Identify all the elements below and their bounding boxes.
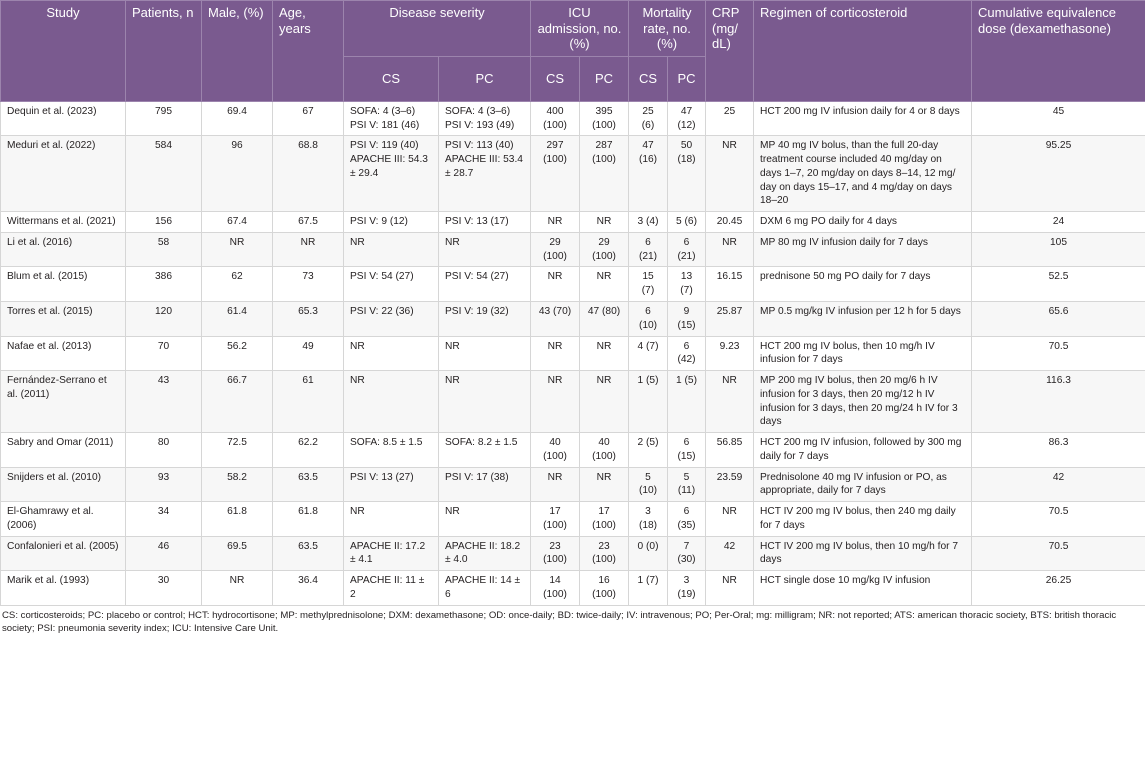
cell-mort-cs: 47 (16)	[629, 136, 668, 212]
cell-study: Fernández-Serrano et al. (2011)	[1, 371, 126, 433]
cell-crp: 16.15	[706, 267, 754, 302]
cell-icu-pc: NR	[580, 212, 629, 233]
cell-sev-cs: PSI V: 119 (40) APACHE III: 54.3 ± 29.4	[344, 136, 439, 212]
cell-dose: 95.25	[972, 136, 1145, 212]
cell-crp: 42	[706, 536, 754, 571]
cell-sev-cs: APACHE II: 11 ± 2	[344, 571, 439, 606]
cell-dose: 70.5	[972, 502, 1145, 537]
cell-icu-pc: 47 (80)	[580, 301, 629, 336]
cell-mort-cs: 4 (7)	[629, 336, 668, 371]
cell-sev-cs: PSI V: 9 (12)	[344, 212, 439, 233]
cell-icu-cs: NR	[531, 336, 580, 371]
cell-male: NR	[202, 232, 273, 267]
cell-sev-pc: SOFA: 8.2 ± 1.5	[439, 433, 531, 468]
cell-icu-pc: NR	[580, 371, 629, 433]
cell-sev-pc: PSI V: 13 (17)	[439, 212, 531, 233]
cell-age: 61	[273, 371, 344, 433]
table-footnote: CS: corticosteroids; PC: placebo or control; HCT: hydrocortisone; MP: methylprednisolone; DXM: dexamethasone; OD: once-daily; BD: twice-daily; IV: intravenous; PO; Per-Oral; mg: milligram; NR: not reported; ATS: american thoracic society, BTS: british thoracic society; PSI: pneumonia severity index; ICU: Intensive Care Unit.	[2, 609, 1117, 634]
cell-mort-cs: 6 (10)	[629, 301, 668, 336]
cell-crp: 23.59	[706, 467, 754, 502]
cell-age: 62.2	[273, 433, 344, 468]
cell-regimen: prednisone 50 mg PO daily for 7 days	[754, 267, 972, 302]
table-row	[1, 212, 1145, 233]
cell-icu-cs: NR	[531, 267, 580, 302]
cell-icu-cs: 40 (100)	[531, 433, 580, 468]
header-mortality-rate: Mortality rate, no. (%)	[629, 1, 706, 57]
cell-regimen: Prednisolone 40 mg IV infusion or PO, as appropriate, daily for 7 days	[754, 467, 972, 502]
cell-age: 63.5	[273, 536, 344, 571]
cell-male: 66.7	[202, 371, 273, 433]
cell-regimen: MP 40 mg IV bolus, than the full 20-day treatment course included 40 mg/day on days 1–7, 20 mg/day on days 8–14, 12 mg/ day on days 15–17, and 4 mg/day on days 18–20	[754, 136, 972, 212]
cell-male: 61.4	[202, 301, 273, 336]
cell-regimen: MP 0.5 mg/kg IV infusion per 12 h for 5 days	[754, 301, 972, 336]
cell-age: 61.8	[273, 502, 344, 537]
cell-age: 67.5	[273, 212, 344, 233]
cell-mort-pc: 6 (21)	[668, 232, 706, 267]
table-row	[1, 371, 1145, 433]
subheader-severity-pc: PC	[439, 56, 531, 101]
cell-icu-cs: 17 (100)	[531, 502, 580, 537]
cell-crp: 25	[706, 101, 754, 136]
table-body	[1, 101, 1145, 605]
cell-icu-pc: NR	[580, 467, 629, 502]
cell-icu-pc: 287 (100)	[580, 136, 629, 212]
cell-age: 73	[273, 267, 344, 302]
cell-regimen: HCT 200 mg IV infusion, followed by 300 mg daily for 7 days	[754, 433, 972, 468]
cell-male: 69.5	[202, 536, 273, 571]
cell-age: 68.8	[273, 136, 344, 212]
cell-icu-pc: 16 (100)	[580, 571, 629, 606]
cell-icu-cs: 400 (100)	[531, 101, 580, 136]
cell-sev-pc: NR	[439, 336, 531, 371]
cell-sev-cs: PSI V: 13 (27)	[344, 467, 439, 502]
cell-male: 62	[202, 267, 273, 302]
subheader-icu-cs: CS	[531, 56, 580, 101]
cell-sev-cs: PSI V: 54 (27)	[344, 267, 439, 302]
table-row	[1, 336, 1145, 371]
cell-male: 58.2	[202, 467, 273, 502]
cell-icu-cs: 297 (100)	[531, 136, 580, 212]
cell-male: 69.4	[202, 101, 273, 136]
cell-sev-pc: APACHE II: 14 ± 6	[439, 571, 531, 606]
cell-mort-pc: 6 (42)	[668, 336, 706, 371]
cell-icu-cs: NR	[531, 467, 580, 502]
cell-icu-pc: 29 (100)	[580, 232, 629, 267]
cell-patients: 70	[126, 336, 202, 371]
cell-patients: 156	[126, 212, 202, 233]
header-age: Age, years	[273, 1, 344, 102]
cell-sev-cs: NR	[344, 502, 439, 537]
cell-icu-pc: 23 (100)	[580, 536, 629, 571]
table-row	[1, 502, 1145, 537]
cell-mort-pc: 13 (7)	[668, 267, 706, 302]
cell-regimen: DXM 6 mg PO daily for 4 days	[754, 212, 972, 233]
cell-sev-cs: NR	[344, 336, 439, 371]
cell-icu-cs: NR	[531, 371, 580, 433]
cell-sev-pc: NR	[439, 232, 531, 267]
cell-study: Meduri et al. (2022)	[1, 136, 126, 212]
cell-sev-pc: SOFA: 4 (3–6) PSI V: 193 (49)	[439, 101, 531, 136]
cell-age: 49	[273, 336, 344, 371]
cell-regimen: HCT 200 mg IV bolus, then 10 mg/h IV infusion for 7 days	[754, 336, 972, 371]
cell-study: Snijders et al. (2010)	[1, 467, 126, 502]
cell-study: Sabry and Omar (2011)	[1, 433, 126, 468]
cell-mort-cs: 3 (4)	[629, 212, 668, 233]
cell-icu-cs: 43 (70)	[531, 301, 580, 336]
cell-patients: 120	[126, 301, 202, 336]
cell-patients: 46	[126, 536, 202, 571]
table-row	[1, 536, 1145, 571]
cell-patients: 795	[126, 101, 202, 136]
cell-crp: NR	[706, 371, 754, 433]
cell-male: 96	[202, 136, 273, 212]
cell-icu-cs: 29 (100)	[531, 232, 580, 267]
cell-age: 65.3	[273, 301, 344, 336]
cell-age: 36.4	[273, 571, 344, 606]
header-icu-admission: ICU admission, no. (%)	[531, 1, 629, 57]
cell-sev-pc: PSI V: 19 (32)	[439, 301, 531, 336]
cell-male: 67.4	[202, 212, 273, 233]
cell-mort-cs: 15 (7)	[629, 267, 668, 302]
cell-mort-pc: 5 (6)	[668, 212, 706, 233]
cell-mort-cs: 25 (6)	[629, 101, 668, 136]
cell-icu-pc: 395 (100)	[580, 101, 629, 136]
cell-dose: 24	[972, 212, 1145, 233]
cell-crp: NR	[706, 571, 754, 606]
cell-regimen: HCT single dose 10 mg/kg IV infusion	[754, 571, 972, 606]
subheader-icu-pc: PC	[580, 56, 629, 101]
cell-dose: 116.3	[972, 371, 1145, 433]
cell-icu-pc: 17 (100)	[580, 502, 629, 537]
cell-dose: 42	[972, 467, 1145, 502]
cell-mort-cs: 2 (5)	[629, 433, 668, 468]
cell-patients: 386	[126, 267, 202, 302]
subheader-mortality-cs: CS	[629, 56, 668, 101]
cell-icu-cs: NR	[531, 212, 580, 233]
cell-sev-pc: NR	[439, 502, 531, 537]
header-disease-severity: Disease severity	[344, 1, 531, 57]
cell-icu-pc: NR	[580, 267, 629, 302]
table-row	[1, 301, 1145, 336]
cell-regimen: MP 80 mg IV infusion daily for 7 days	[754, 232, 972, 267]
cell-sev-cs: NR	[344, 232, 439, 267]
cell-crp: NR	[706, 232, 754, 267]
cell-mort-pc: 3 (19)	[668, 571, 706, 606]
cell-mort-pc: 6 (35)	[668, 502, 706, 537]
cell-sev-pc: NR	[439, 371, 531, 433]
cell-study: Blum et al. (2015)	[1, 267, 126, 302]
cell-age: 63.5	[273, 467, 344, 502]
cell-crp: 9.23	[706, 336, 754, 371]
cell-sev-cs: PSI V: 22 (36)	[344, 301, 439, 336]
table-header	[1, 1, 1145, 102]
cell-patients: 58	[126, 232, 202, 267]
cell-sev-pc: PSI V: 113 (40) APACHE III: 53.4 ± 28.7	[439, 136, 531, 212]
cell-sev-pc: PSI V: 17 (38)	[439, 467, 531, 502]
cell-regimen: HCT IV 200 mg IV bolus, then 10 mg/h for 7 days	[754, 536, 972, 571]
cell-dose: 45	[972, 101, 1145, 136]
cell-crp: 20.45	[706, 212, 754, 233]
cell-study: Wittermans et al. (2021)	[1, 212, 126, 233]
table-row	[1, 101, 1145, 136]
cell-mort-cs: 6 (21)	[629, 232, 668, 267]
cell-sev-pc: PSI V: 54 (27)	[439, 267, 531, 302]
table-row	[1, 571, 1145, 606]
cell-dose: 86.3	[972, 433, 1145, 468]
cell-mort-cs: 1 (7)	[629, 571, 668, 606]
cell-patients: 80	[126, 433, 202, 468]
cell-mort-pc: 7 (30)	[668, 536, 706, 571]
cell-mort-cs: 1 (5)	[629, 371, 668, 433]
cell-icu-pc: 40 (100)	[580, 433, 629, 468]
cell-dose: 52.5	[972, 267, 1145, 302]
cell-patients: 43	[126, 371, 202, 433]
cell-mort-cs: 0 (0)	[629, 536, 668, 571]
cell-male: 72.5	[202, 433, 273, 468]
cell-sev-cs: SOFA: 8.5 ± 1.5	[344, 433, 439, 468]
cell-mort-pc: 50 (18)	[668, 136, 706, 212]
cell-study: Confalonieri et al. (2005)	[1, 536, 126, 571]
header-male: Male, (%)	[202, 1, 273, 102]
table-row	[1, 267, 1145, 302]
cell-regimen: HCT IV 200 mg IV bolus, then 240 mg daily for 7 days	[754, 502, 972, 537]
cell-icu-cs: 14 (100)	[531, 571, 580, 606]
cell-mort-cs: 3 (18)	[629, 502, 668, 537]
cell-sev-cs: SOFA: 4 (3–6) PSI V: 181 (46)	[344, 101, 439, 136]
cell-study: Marik et al. (1993)	[1, 571, 126, 606]
cell-study: Nafae et al. (2013)	[1, 336, 126, 371]
cell-study: El-Ghamrawy et al. (2006)	[1, 502, 126, 537]
table-row	[1, 433, 1145, 468]
cell-sev-pc: APACHE II: 18.2 ± 4.0	[439, 536, 531, 571]
cell-patients: 584	[126, 136, 202, 212]
cell-crp: 25.87	[706, 301, 754, 336]
header-regimen: Regimen of corticosteroid	[754, 1, 972, 102]
header-crp: CRP (mg/ dL)	[706, 1, 754, 102]
cell-age: 67	[273, 101, 344, 136]
cell-crp: NR	[706, 136, 754, 212]
cell-patients: 34	[126, 502, 202, 537]
cell-crp: 56.85	[706, 433, 754, 468]
cell-male: 61.8	[202, 502, 273, 537]
cell-dose: 26.25	[972, 571, 1145, 606]
cell-sev-cs: APACHE II: 17.2 ± 4.1	[344, 536, 439, 571]
cell-study: Torres et al. (2015)	[1, 301, 126, 336]
cell-mort-pc: 5 (11)	[668, 467, 706, 502]
cell-mort-pc: 9 (15)	[668, 301, 706, 336]
table-row	[1, 232, 1145, 267]
cell-crp: NR	[706, 502, 754, 537]
cell-icu-cs: 23 (100)	[531, 536, 580, 571]
cell-age: NR	[273, 232, 344, 267]
table-row	[1, 467, 1145, 502]
cell-mort-pc: 47 (12)	[668, 101, 706, 136]
cell-male: 56.2	[202, 336, 273, 371]
subheader-severity-cs: CS	[344, 56, 439, 101]
cell-dose: 105	[972, 232, 1145, 267]
cell-mort-cs: 5 (10)	[629, 467, 668, 502]
cell-dose: 65.6	[972, 301, 1145, 336]
table-row	[1, 136, 1145, 212]
cell-icu-pc: NR	[580, 336, 629, 371]
header-cumulative-dose: Cumulative equivalence dose (dexamethasone)	[972, 1, 1145, 102]
cell-dose: 70.5	[972, 336, 1145, 371]
cell-regimen: HCT 200 mg IV infusion daily for 4 or 8 days	[754, 101, 972, 136]
cell-male: NR	[202, 571, 273, 606]
cell-study: Li et al. (2016)	[1, 232, 126, 267]
subheader-mortality-pc: PC	[668, 56, 706, 101]
header-study: Study	[1, 1, 126, 102]
cell-study: Dequin et al. (2023)	[1, 101, 126, 136]
cell-sev-cs: NR	[344, 371, 439, 433]
cell-mort-pc: 1 (5)	[668, 371, 706, 433]
cell-regimen: MP 200 mg IV bolus, then 20 mg/6 h IV infusion for 3 days, then 20 mg/12 h IV infusion for 3 days, then 20 mg/24 h IV for 3 days	[754, 371, 972, 433]
cell-patients: 30	[126, 571, 202, 606]
cell-mort-pc: 6 (15)	[668, 433, 706, 468]
cell-patients: 93	[126, 467, 202, 502]
cell-dose: 70.5	[972, 536, 1145, 571]
header-patients: Patients, n	[126, 1, 202, 102]
